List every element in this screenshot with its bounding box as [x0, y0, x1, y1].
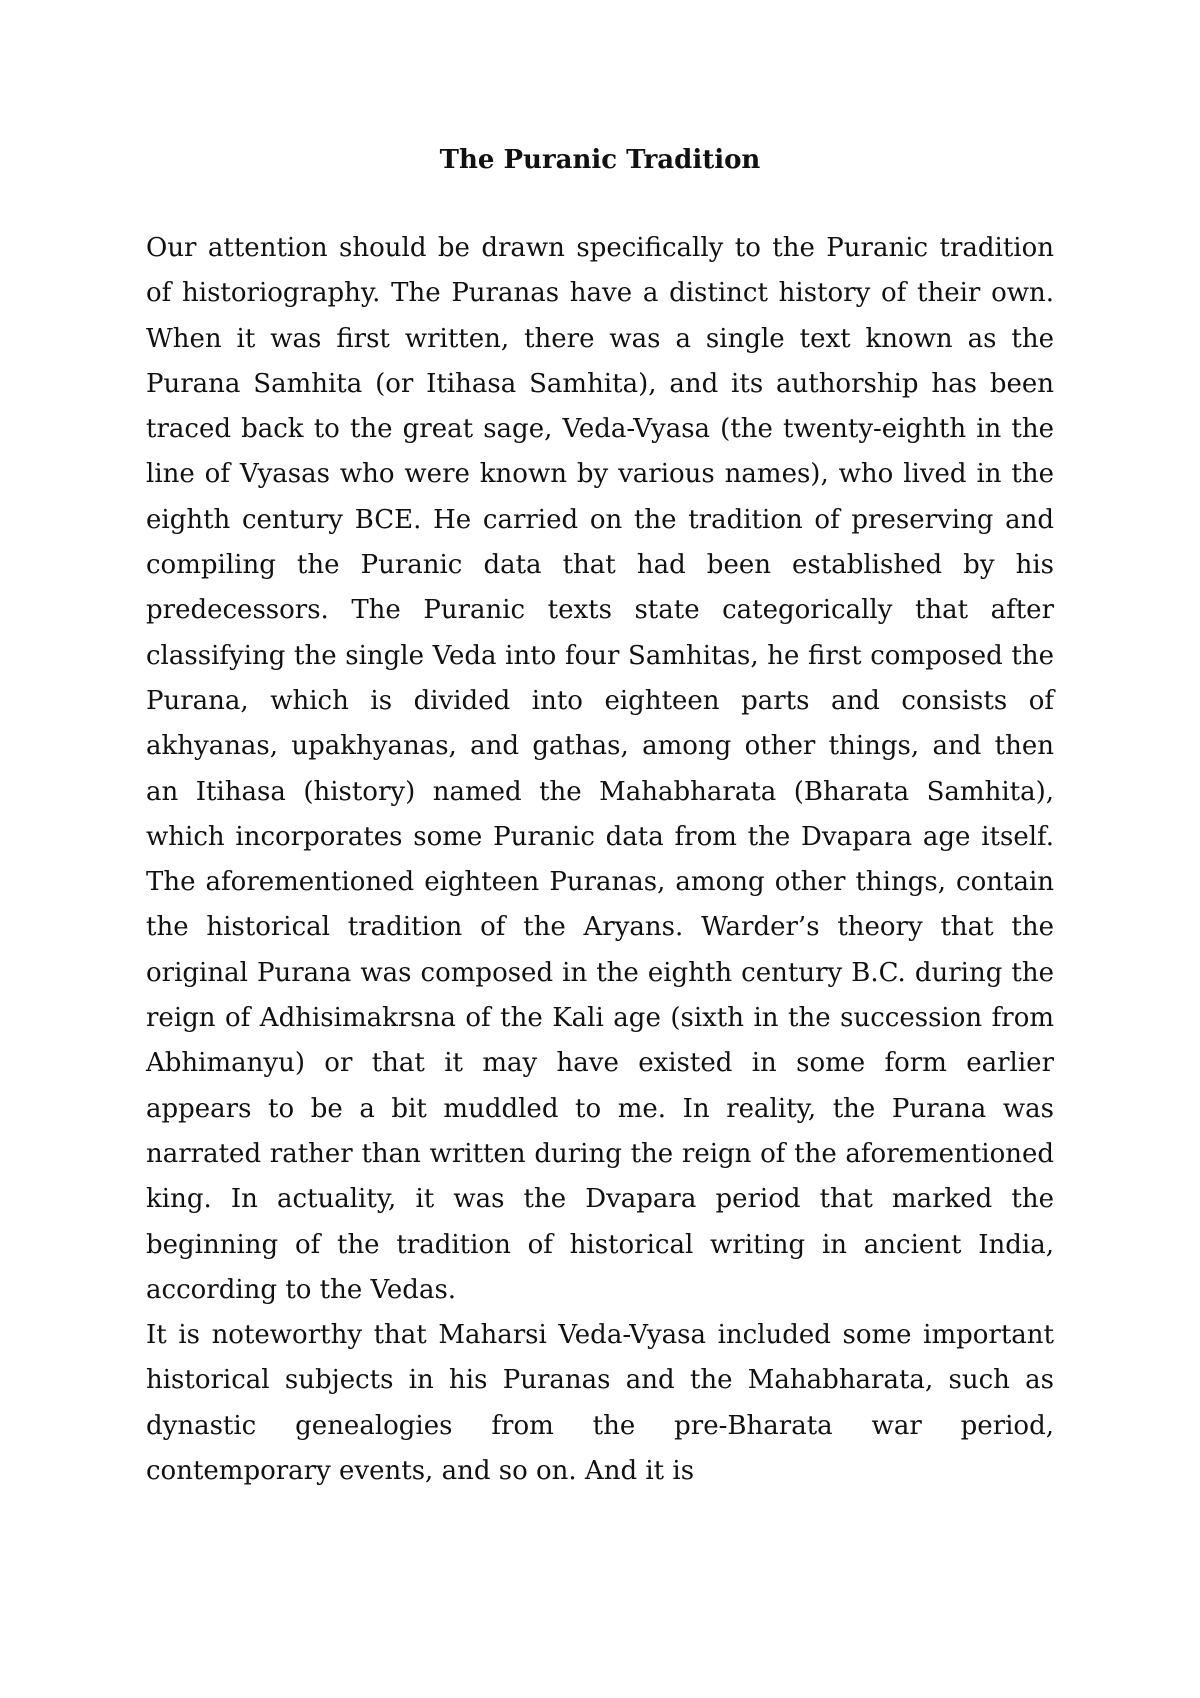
- page-title: The Puranic Tradition: [439, 145, 761, 175]
- paragraph: Our attention should be drawn specifically to the Puranic tradition of historiography. The Puranas have a distinct history of their own. When it was first written, there was a single text known as the Purana Samhita (or Itihasa Samhita), and its authorship has been traced back to the great sage, Veda-Vyasa (the twenty-eighth in the line of Vyasas who were known by various names), who lived in the eighth century BCE. He carried on the tradition of preserving and compiling the Puranic data that had been established by his predecessors. The Puranic texts state categorically that after classifying the single Veda into four Samhitas, he first composed the Purana, which is divided into eighteen parts and consists of akhyanas, upakhyanas, and gathas, among other things, and then an Itihasa (history) named the Mahabharata (Bharata Samhita), which incorporates some Puranic data from the Dvapara age itself. The aforementioned eighteen Puranas, among other things, contain the historical tradition of the Aryans. Warder’s theory that the original Purana was composed in the eighth century B.C. during the reign of Adhisimakrsna of the Kali age (sixth in the succession from Abhimanyu) or that it may have existed in some form earlier appears to be a bit muddled to me. In reality, the Purana was narrated rather than written during the reign of the aforementioned king. In actuality, it was the Dvapara period that marked the beginning of the tradition of historical writing in ancient India, according to the Vedas.: [146, 233, 1054, 1305]
- paragraph: It is noteworthy that Maharsi Veda-Vyasa included some important historical subjects in his Puranas and the Mahabharata, such as dynastic genealogies from the pre-Bharata war period, contemporary events, and so on. And it is: [146, 1320, 1054, 1487]
- document-body: [146, 226, 1054, 1494]
